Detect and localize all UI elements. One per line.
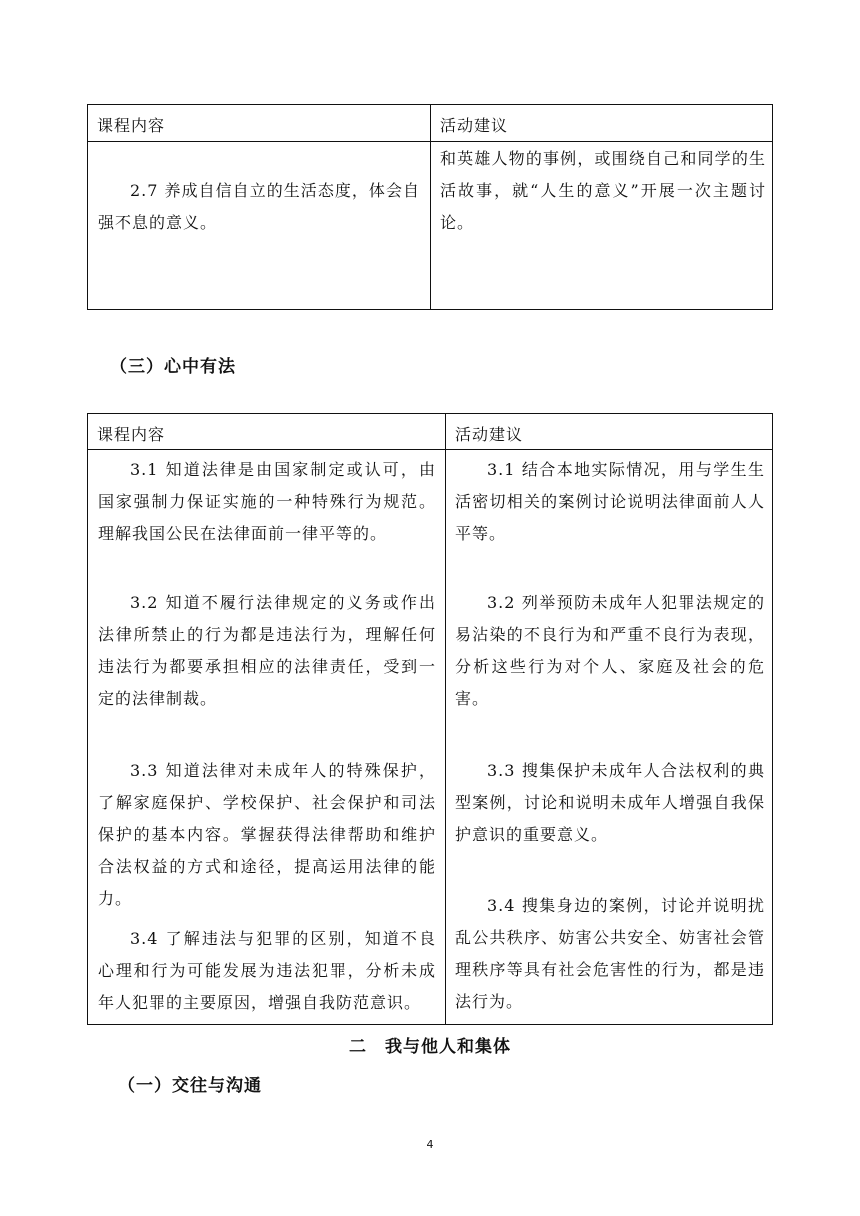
activity-item-3-3: 3.3 搜集保护未成年人合法权利的典型案例，讨论和说明未成年人增强自我保护意识的重要意义。 (455, 761, 765, 844)
course-item-3-2: 3.2 知道不履行法律规定的义务或作出法律所禁止的行为都是违法行为，理解任何违法行为都要承担相应的法律责任，受到一定的法律制裁。 (98, 593, 436, 708)
page-number: 4 (426, 1138, 434, 1151)
activity-item-3-4: 3.4 搜集身边的案例，讨论并说明扰乱公共秩序、妨害公共安全、妨害社会管理秩序等具有社会危害性的行为，都是违法行为。 (455, 896, 765, 1011)
table-header-row (88, 414, 772, 450)
curriculum-table-continued (87, 104, 773, 310)
course-item-3-4: 3.4 了解违法与犯罪的区别，知道不良心理和行为可能发展为违法犯罪，分析未成年人犯罪的主要原因，增强自我防范意识。 (98, 929, 436, 1012)
section-heading-law: （三）心中有法 (110, 357, 236, 377)
activity-item-3-1: 3.1 结合本地实际情况，用与学生生活密切相关的案例讨论说明法律面前人人平等。 (455, 460, 765, 543)
curriculum-table-law (87, 413, 773, 1025)
header-activity-suggestions: 活动建议 (440, 116, 509, 135)
section-heading-communication: （一）交往与沟通 (118, 1076, 262, 1096)
course-item-3-3: 3.3 知道法律对未成年人的特殊保护，了解家庭保护、学校保护、社会保护和司法保护的基本内容。掌握获得法律帮助和维护合法权益的方式和途径，提高运用法律的能力。 (98, 761, 436, 908)
header-activity-suggestions: 活动建议 (455, 425, 524, 444)
activity-item-3-2: 3.2 列举预防未成年人犯罪法规定的易沾染的不良行为和严重不良行为表现，分析这些行为对个人、家庭及社会的危害。 (455, 593, 765, 708)
activity-item-continued: 和英雄人物的事例，或围绕自己和同学的生活故事，就“人生的意义”开展一次主题讨论。 (440, 149, 766, 232)
column-divider (445, 414, 446, 1024)
header-course-content: 课程内容 (97, 425, 166, 444)
course-item-2-7: 2.7 养成自信自立的生活态度，体会自强不息的意义。 (98, 181, 420, 232)
chapter-heading: 二 我与他人和集体 (349, 1037, 511, 1057)
course-item-3-1: 3.1 知道法律是由国家制定或认可，由国家强制力保证实施的一种特殊行为规范。理解我国公民在法律面前一律平等的。 (98, 460, 436, 543)
column-divider (430, 105, 431, 309)
header-course-content: 课程内容 (97, 116, 166, 135)
